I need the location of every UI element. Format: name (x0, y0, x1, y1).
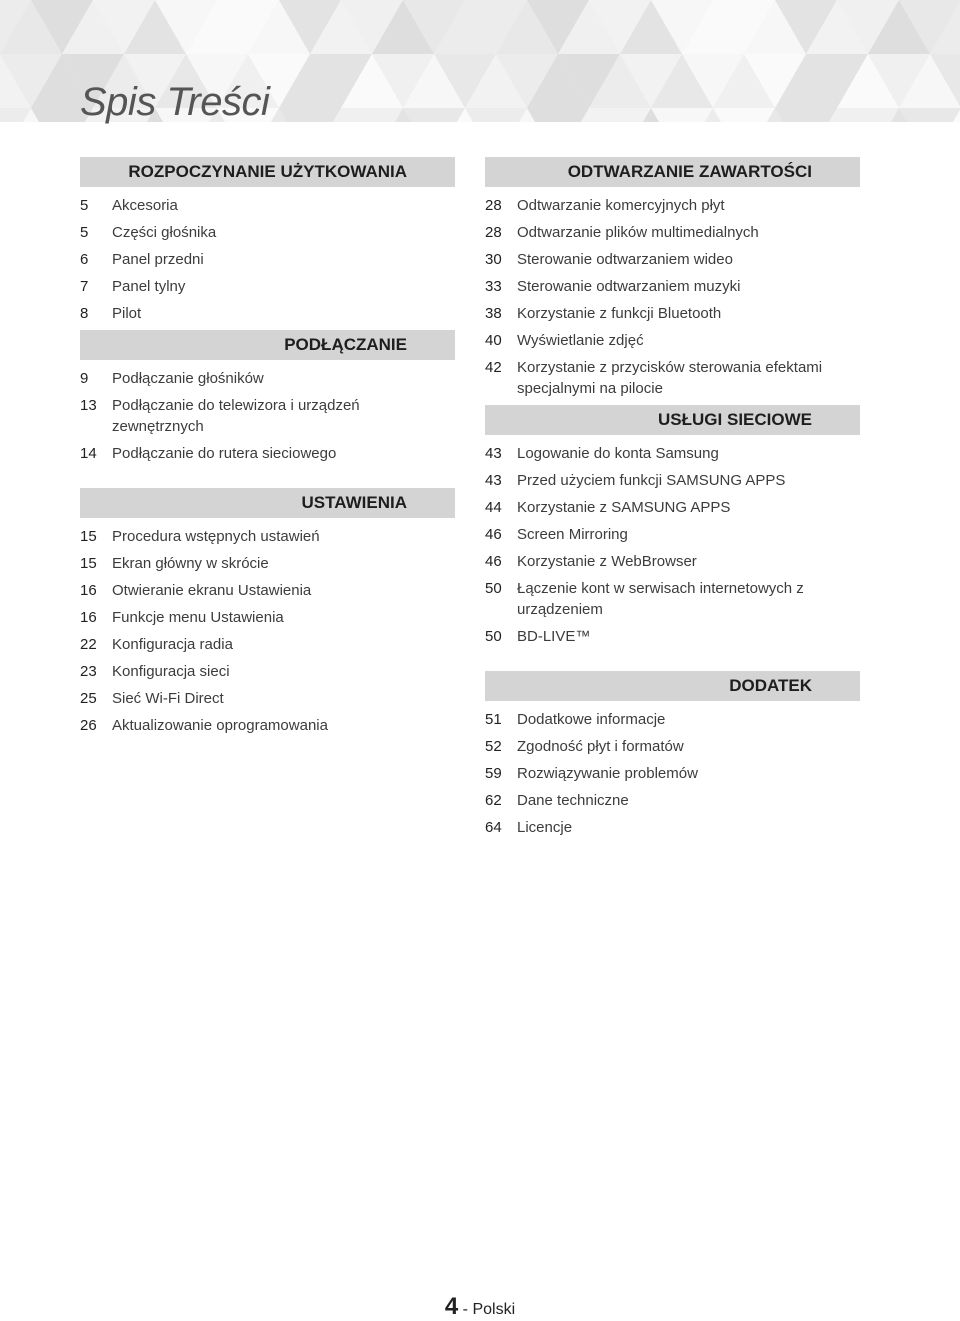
toc-entry[interactable] (485, 733, 860, 760)
toc-page-number: 46 (485, 526, 502, 543)
toc-entry-title: Przed użyciem funkcji SAMSUNG APPS (517, 472, 786, 489)
toc-entry-title: Rozwiązywanie problemów (517, 765, 698, 782)
toc-entry[interactable] (80, 365, 455, 392)
toc-list (485, 435, 860, 653)
toc-entry[interactable] (485, 623, 860, 650)
toc-page-number: 14 (80, 445, 97, 462)
toc-entry-title: BD-LIVE™ (517, 628, 591, 645)
toc-page-number: 26 (80, 717, 97, 734)
pattern-triangle (775, 108, 837, 122)
toc-entry-title: Ekran główny w skrócie (112, 555, 269, 572)
pattern-triangle (341, 108, 403, 122)
toc-entry[interactable] (80, 712, 455, 739)
toc-entry-title: Pilot (112, 305, 142, 322)
toc-entry-title: Dane techniczne (517, 792, 629, 809)
toc-page-number: 38 (485, 305, 502, 322)
section-heading: PODŁĄCZANIE (80, 330, 455, 360)
toc-page-number: 25 (80, 690, 97, 707)
toc-entry-title: Licencje (517, 819, 573, 836)
pattern-triangle (527, 108, 589, 122)
toc-page-number: 15 (80, 528, 97, 545)
toc-page-number: 42 (485, 359, 502, 376)
toc-entry[interactable] (485, 219, 860, 246)
toc-page-number: 5 (80, 224, 89, 241)
toc-list (80, 360, 455, 470)
toc-entry-title: Konfiguracja sieci (112, 663, 230, 680)
toc-entry-title: Funkcje menu Ustawienia (112, 609, 284, 626)
toc-entry[interactable] (80, 300, 455, 327)
toc-entry[interactable] (485, 787, 860, 814)
toc-page-number: 22 (80, 636, 97, 653)
toc-entry-title: Panel tylny (112, 278, 186, 295)
toc-list (80, 187, 455, 330)
toc-page-number: 43 (485, 445, 502, 462)
toc-entry[interactable] (80, 658, 455, 685)
toc-entry-title: Otwieranie ekranu Ustawienia (112, 582, 312, 599)
toc-page-number: 5 (80, 197, 89, 214)
toc-column-left (80, 157, 455, 742)
toc-entry-title: Korzystanie z przycisków sterowania efektami specjalnymi na pilocie (517, 359, 823, 397)
toc-entry[interactable] (80, 577, 455, 604)
section-heading: DODATEK (485, 671, 860, 701)
toc-entry-title: Akcesoria (112, 197, 178, 214)
toc-entry[interactable] (485, 494, 860, 521)
toc-entry-title: Konfiguracja radia (112, 636, 233, 653)
toc-entry[interactable] (485, 575, 860, 623)
toc-entry-title: Łączenie kont w serwisach internetowych z urządzeniem (517, 580, 804, 618)
toc-entry[interactable] (80, 440, 455, 467)
toc-page-number: 46 (485, 553, 502, 570)
toc-page-number: 50 (485, 628, 502, 645)
footer-page-number: 4 (444, 1293, 459, 1320)
toc-entry[interactable] (80, 523, 455, 550)
toc-entry[interactable] (485, 300, 860, 327)
section-heading: ROZPOCZYNANIE UŻYTKOWANIA (80, 157, 455, 187)
toc-entry-title: Odtwarzanie plików multimedialnych (517, 224, 759, 241)
toc-page-number: 7 (80, 278, 89, 295)
toc-entry[interactable] (485, 440, 860, 467)
toc-list (485, 701, 860, 844)
pattern-triangle (651, 108, 713, 122)
toc-page-number: 33 (485, 278, 502, 295)
toc-entry[interactable] (485, 192, 860, 219)
toc-entry[interactable] (485, 760, 860, 787)
toc-page-number: 16 (80, 609, 97, 626)
toc-entry[interactable] (485, 706, 860, 733)
toc-entry[interactable] (485, 521, 860, 548)
toc-entry[interactable] (80, 550, 455, 577)
toc-entry-title: Procedura wstępnych ustawień (112, 528, 320, 545)
toc-entry[interactable] (80, 273, 455, 300)
toc-entry[interactable] (80, 246, 455, 273)
toc-page-number: 15 (80, 555, 97, 572)
toc-entry-title: Sterowanie odtwarzaniem muzyki (517, 278, 741, 295)
pattern-triangle (403, 108, 465, 122)
toc-entry-title: Zgodność płyt i formatów (517, 738, 684, 755)
toc-entry[interactable] (485, 273, 860, 300)
section-heading: USŁUGI SIECIOWE (485, 405, 860, 435)
page-title: Spis Treści (80, 80, 270, 124)
toc-entry[interactable] (485, 246, 860, 273)
toc-entry-title: Korzystanie z funkcji Bluetooth (517, 305, 722, 322)
page-footer (0, 1293, 960, 1321)
toc-entry-title: Podłączanie do telewizora i urządzeń zewnętrznych (112, 397, 360, 435)
pattern-triangle (589, 108, 651, 122)
toc-entry-title: Sieć Wi-Fi Direct (112, 690, 224, 707)
pattern-triangle (279, 108, 341, 122)
toc-entry-title: Logowanie do konta Samsung (517, 445, 719, 462)
toc-column-right (485, 157, 860, 844)
toc-entry[interactable] (485, 467, 860, 494)
toc-page-number: 30 (485, 251, 502, 268)
toc-page-number: 52 (485, 738, 502, 755)
toc-list (485, 187, 860, 405)
toc-entry-title: Screen Mirroring (517, 526, 628, 543)
toc-entry[interactable] (80, 631, 455, 658)
toc-entry-title: Podłączanie głośników (112, 370, 264, 387)
toc-page-number: 28 (485, 197, 502, 214)
toc-entry[interactable] (80, 219, 455, 246)
footer-language: - Polski (462, 1301, 516, 1318)
toc-page-number: 13 (80, 397, 97, 414)
toc-entry[interactable] (80, 192, 455, 219)
section-heading: ODTWARZANIE ZAWARTOŚCI (485, 157, 860, 187)
toc-entry-title: Wyświetlanie zdjęć (517, 332, 644, 349)
toc-entry[interactable] (485, 327, 860, 354)
toc-entry[interactable] (80, 392, 455, 440)
pattern-triangle (713, 108, 775, 122)
toc-page-number: 43 (485, 472, 502, 489)
toc-entry[interactable] (80, 685, 455, 712)
toc-page-number: 64 (485, 819, 502, 836)
toc-page-number: 6 (80, 251, 89, 268)
toc-entry[interactable] (485, 354, 860, 402)
toc-entry-title: Panel przedni (112, 251, 204, 268)
toc-entry[interactable] (485, 548, 860, 575)
toc-entry[interactable] (80, 604, 455, 631)
toc-page-number: 28 (485, 224, 502, 241)
toc-page-number: 50 (485, 580, 502, 597)
toc-page-number: 40 (485, 332, 502, 349)
toc-page-number: 16 (80, 582, 97, 599)
toc-page-number: 8 (80, 305, 89, 322)
toc-entry-title: Korzystanie z SAMSUNG APPS (517, 499, 731, 516)
toc-page-number: 62 (485, 792, 502, 809)
toc-page-number: 9 (80, 370, 89, 387)
toc-entry-title: Odtwarzanie komercyjnych płyt (517, 197, 725, 214)
toc-entry-title: Korzystanie z WebBrowser (517, 553, 697, 570)
pattern-triangle (465, 108, 527, 122)
toc-entry-title: Części głośnika (112, 224, 217, 241)
toc-page-number: 44 (485, 499, 502, 516)
toc-entry-title: Dodatkowe informacje (517, 711, 666, 728)
toc-entry-title: Aktualizowanie oprogramowania (112, 717, 328, 734)
pattern-triangle (899, 108, 960, 122)
toc-page-number: 59 (485, 765, 502, 782)
toc-page-number: 51 (485, 711, 502, 728)
toc-entry-title: Podłączanie do rutera sieciowego (112, 445, 337, 462)
section-heading: USTAWIENIA (80, 488, 455, 518)
toc-entry-title: Sterowanie odtwarzaniem wideo (517, 251, 733, 268)
pattern-triangle (837, 108, 899, 122)
toc-list (80, 518, 455, 742)
toc-page-number: 23 (80, 663, 97, 680)
toc-entry[interactable] (485, 814, 860, 841)
